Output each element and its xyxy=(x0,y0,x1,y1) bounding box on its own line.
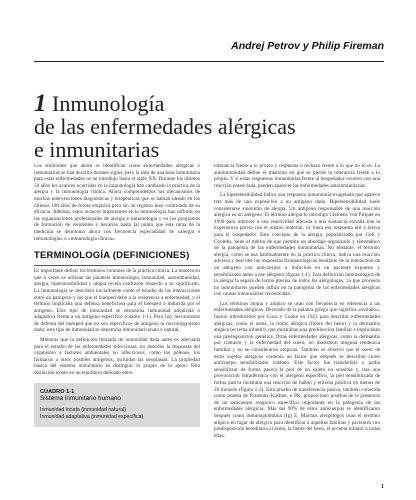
box-item-innate: Inmunidad innata (inmunidad natural) xyxy=(40,406,126,413)
intro-paragraph: Los síndromes que ahora se identifican como enfermedades alérgicas o inmunitarias se han descrito durante siglos, pero la idea de una base inmunitaria para estas enfermedades no se introdujo hasta el siglo XX. Durante los últimos 50 años los avances ocurridos en la inmunología han cambiado la práctica de la alergia y la inmunología clínica. Ahora comprendemos los mecanismos de muchas intervenciones diagnósticas y terapéuticas que se habían ideado en los últimos 100 años de forma empírica pero sin un registro bien controlado de su eficacia. Además, estos avances importantes en la inmunología han influido en las organizaciones profesionales de alergia e inmunología y en los programas de formación de residentes y becarios hasta tal punto que esta rama de la medicina se denomina ahora con frecuencia especialidad de «alergia e inmunología» o «inmunología clínica». xyxy=(34,163,200,242)
box-title: Sistema inmunitario humano xyxy=(40,394,121,402)
chapter-title-line-3: e inmunitarias xyxy=(34,137,160,162)
terminology-paragraph-1: Es importante definir los términos comunes de la práctica clínica. La manera en que a veces se utilizan las palabras inmunología, inmunidad, autoinmunidad, alergia, hipersensibilidad y atopia revela confusión respecto a su significado. La inmunología se describió inicialmente como el estudio de las interacciones entre un patógeno y las que el huésped debe a la resistencia a enfermedad, y el término implicaba una defensa beneficiosa para el huésped o inducida por el antígeno. Este tipo de inmunidad se denomina inmunidad adquirida o adaptativa frente a un antígeno específico (cuadro 1-1). Pero hay mecanismos de defensa del huésped que no son específicos de antígeno ni microorganismo dado; este tipo de inmunidad se denomina inmunidad innata o natural. xyxy=(34,268,200,334)
section-heading: TERMINOLOGÍA (DEFINICIONES) xyxy=(34,250,190,262)
chapter-title xyxy=(34,92,394,161)
page-number: 1 xyxy=(381,484,384,490)
book-authors: Andrej Petrov y Philip Fireman xyxy=(231,40,384,52)
sidebar-box xyxy=(34,383,200,427)
box-label: CUADRO 1-1 xyxy=(40,388,75,395)
left-column xyxy=(34,163,200,427)
chapter-title-line-2: de las enfermedades alérgicas xyxy=(34,114,296,139)
chapter-number: 1 xyxy=(34,90,47,117)
right-paragraph-1: tolerancia frente a lo propio y respuesta o rechazo frente a lo que no lo es. La autoinmunidad define el trastorno en que se pierde la tolerancia frente a lo propio. Y si estas respuestas inmunitarias frente al hospedador ocurren con una reacción potenciada, pueden aparecer las enfermedades autoinmunitarias. xyxy=(214,163,380,189)
header-rule xyxy=(34,61,384,62)
terminology-paragraph-2: Mientras que la definición limitada de inmunidad dada antes es adecuada para el estudio de las enfermedades infecciosas, no describe la respuesta del organismo a factores ambientales no infecciosos, como los pólenes, los fármacos u otros posibles antígenos, incluidas las neoplasias. La propiedad básica del sistema inmunitario es distinguir lo propio de lo ajeno. Esta distinción existe en un equilibrio delicado entre xyxy=(34,337,200,377)
chapter-title-line-1 xyxy=(34,92,394,115)
right-column xyxy=(214,163,380,442)
chapter-title-text-1: Inmunología xyxy=(52,91,165,116)
right-paragraph-2: La hipersensibilidad indica una respuesta inmunitaria exagerada que aparece tras más de una exposición a un antígeno dado. Hipersensibilidad suele considerarse sinónimo de alergia. Un antígeno responsable de una reacción alérgica es un alérgeno. El término alergia lo introdujo Clemens Von Pirquet en 1906 para referirse a una reactividad alterada a una sustancia extraña tras la experiencia previa con el mismo material, ya fuera esa respuesta útil o lesiva para el hospedador. Este concepto de la alergia, popularizado por Gell y Coombs, tiene el mérito de que permite un abordaje organizado y sistemático de la patogenia de las enfermedades inmunitarias. No obstante, el término alergia, como se usa habitualmente en la práctica clínica, indica una reacción adversa y describe las respuestas fisiopatológicas resultado de la interacción de un alérgeno con anticuerpos o linfocitos en un paciente expuesto y sensibilizado antes a ese alérgeno (figura 1-1). Esta definición inmunológica de la alergia la separa de forma precisa de todos los alergólogos, ya que procesos no inmunitarios pueden influir en la patogenia de las enfermedades alérgicas con causas inmunitarias reconocidas. xyxy=(214,192,380,298)
section-rule xyxy=(34,265,200,266)
right-paragraph-3: Los términos atopia y atópico se usan con frecuencia en referencia a las enfermedades alérgicas. Derivado de la palabra griega que significa «extraño», fueron introducidos por Coca y Cooke en 1923 para describir enfermedades alérgicas, como el asma, la rinitis alérgica (fiebre del heno) y la dermatitis atópica (eccema infantil), que mostraban una predilección familiar e implicaban una predisposición genética. Otras enfermedades alérgicas, como la dermatitis por contacto y la enfermedad del suero, no mostraron ninguna tendencia familiar y no se consideraron atópicas. También se observó que el suero de estos sujetos alérgicos contenía un factor que después se describió como anticuerpo sensibilizador cutáneo. Este factor fue transferible y podía sensibilizar de forma pasiva la piel de un sujeto no sensible y, tras una provocación intradérmica con el alérgeno específico, la piel sensibilizada de forma pasiva mostraba una reacción de habón y eritema positiva en menos de 20 minutos (figura 1-2). Esta prueba de transferencia pasiva, también conocida como prueba de Prausnitz-Küstner, o PK, proporcionó pruebas de la presencia de un anticuerpo reagínico específico importante en la patogenia de las enfermedades alérgicas. Más del 90% de estos anticuerpos se identificaron después como inmunoglobulina (Ig) E. Muchos alergólogos usan el término atópico en lugar de alérgico para identificar a aquellas familias y pacientes con predisposición hereditaria al asma, la fiebre del heno, el eccema infantil o todas ellas. xyxy=(214,300,380,439)
box-item-adaptive: Inmunidad adaptativa (inmunidad específica) xyxy=(40,413,144,420)
